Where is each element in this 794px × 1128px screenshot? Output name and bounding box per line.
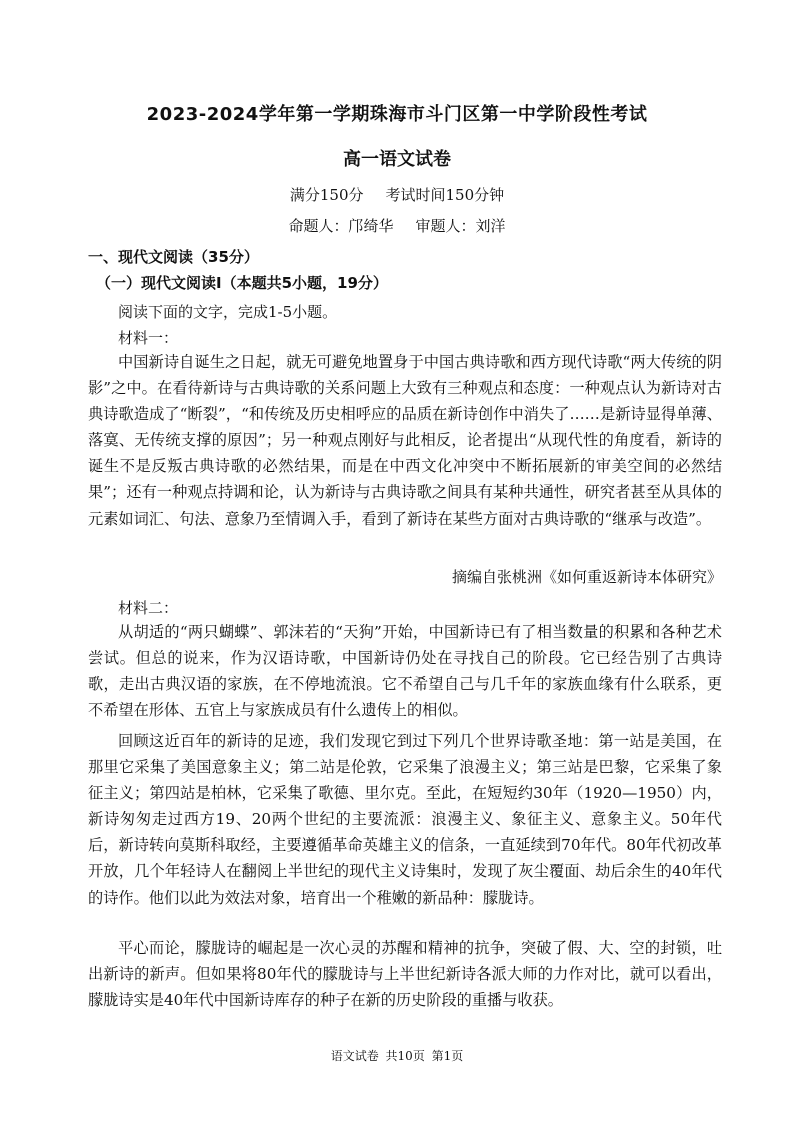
material-two-paragraph-1: 从胡适的“两只蝴蝶”、郭沫若的“天狗”开始，中国新诗已有了相当数量的积累和各种艺术尝试。但总的说来，作为汉语诗歌，中国新诗仍处在寻找自己的阶段。它已经告别了古典诗歌，走出古典汉语的家族，在不停地流浪。它不希望自己与几千年的家族血缘有什么联系，更不希望在形体、五官上与家族成员有什么遗传上的相似。 — [88, 623, 722, 720]
material-two-label: 材料二： — [118, 599, 179, 617]
material-one-label: 材料一： — [118, 329, 179, 347]
full-score: 满分150分 — [289, 186, 364, 204]
exam-duration: 考试时间150分钟 — [385, 186, 505, 204]
footer-course: 语文试卷 — [330, 1049, 379, 1063]
page-footer — [0, 1047, 794, 1064]
material-two-paragraph-2: 回顾这近百年的新诗的足迹，我们发现它到过下列几个世界诗歌圣地：第一站是美国，在那里它采集了美国意象主义；第二站是伦敦，它采集了浪漫主义；第三站是巴黎，它采集了象征主义；第四站是柏林，它采集了歌德、里尔克。至此，在短短约30年（1920—1950）内，新诗匆匆走过西方19、20两个世纪的主要流派：浪漫主义、象征主义、意象主义。50年代后，新诗转向莫斯科取经，主要遵循革命英雄主义的信条，一直延续到70年代。80年代初改革开放，几个年轻诗人在翻阅上半世纪的现代主义诗集时，发现了灰尘覆面、劫后余生的40年代的诗作。他们以此为效法对象，培育出一个稚嫩的新品种：朦胧诗。 — [88, 732, 722, 907]
reading-instruction: 阅读下面的文字，完成1-5小题。 — [118, 303, 338, 321]
section-heading: 一、现代文阅读（35分） — [88, 248, 259, 266]
footer-page-number: 第1页 — [431, 1049, 464, 1063]
subsection-heading: （一）现代文阅读Ⅰ（本题共5小题，19分） — [96, 274, 388, 292]
question-reviewer: 审题人：刘洋 — [415, 217, 506, 235]
exam-title: 2023-2024学年第一学期珠海市斗门区第一中学阶段性考试 — [146, 104, 648, 125]
authors-line — [0, 215, 794, 236]
material-one-paragraph: 中国新诗自诞生之日起，就无可避免地置身于中国古典诗歌和西方现代诗歌“两大传统的阴影”之中。在看待新诗与古典诗歌的关系问题上大致有三种观点和态度：一种观点认为新诗对古典诗歌造成了“断裂”，“和传统及历史相呼应的品质在新诗创作中消失了……是新诗显得单薄、落寞、无传统支撑的原因”；另一种观点刚好与此相反，论者提出“从现代性的角度看，新诗的诞生不是反叛古典诗歌的必然结果，而是在中西文化冲突中不断拓展新的审美空间的必然结果”；还有一种观点持调和论，认为新诗与古典诗歌之间具有某种共通性，研究者甚至从具体的元素如词汇、句法、意象乃至情调入手，看到了新诗在某些方面对古典诗歌的“继承与改造”。 — [88, 353, 722, 528]
question-setter: 命题人：邝绮华 — [288, 217, 394, 235]
footer-total-pages: 共10页 — [385, 1049, 425, 1063]
material-one-source: 摘编自张桃洲《如何重返新诗本体研究》 — [451, 568, 722, 586]
score-time-line — [0, 184, 794, 205]
material-two-paragraph-3: 平心而论，朦胧诗的崛起是一次心灵的苏醒和精神的抗争，突破了假、大、空的封锁，吐出新诗的新声。但如果将80年代的朦胧诗与上半世纪新诗各派大师的力作对比，就可以看出，朦胧诗实是40年代中国新诗库存的种子在新的历史阶段的重播与收获。 — [88, 939, 722, 1010]
exam-subtitle: 高一语文试卷 — [343, 149, 451, 170]
